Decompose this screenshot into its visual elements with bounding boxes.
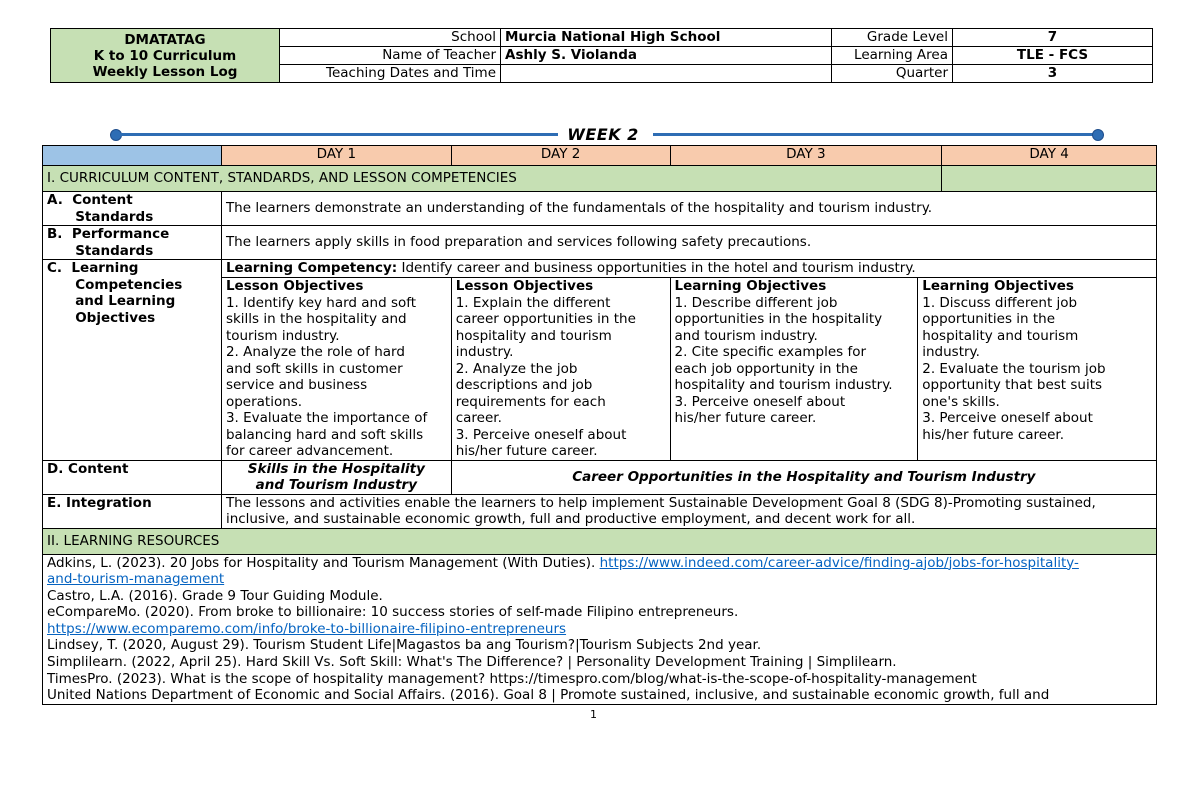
grade-value: 7 xyxy=(953,29,1153,47)
objectives-day-1-line: operations. xyxy=(225,393,303,410)
resource-line: eCompareMo. (2020). From broke to billionaire: 10 success stories of self-made Filipino entrepreneurs. xyxy=(47,604,739,621)
school-value: Murcia National High School xyxy=(501,29,832,47)
objectives-day-4-head: Learning Objectives xyxy=(922,278,1074,294)
learning-competency-text: Identify career and business opportunities in the hotel and tourism industry. xyxy=(397,260,916,276)
objectives-day-3-line: 3. Perceive oneself about xyxy=(674,393,846,410)
resource-line: TimesPro. (2023). What is the scope of hospitality management? https://timespro.com/blog/what-is-the-scope-of-hospitality-management xyxy=(47,670,977,687)
objectives-day-2-head: Lesson Objectives xyxy=(455,278,594,294)
content-standards-label: A. Content Standards xyxy=(43,192,222,226)
right-dot-icon xyxy=(1092,129,1104,141)
objectives-day-1-line: 2. Analyze the role of hard xyxy=(225,344,405,360)
objectives-day-1-line: for career advancement. xyxy=(225,443,394,459)
integration-label: E. Integration xyxy=(43,494,222,528)
objectives-day-2-line: career opportunities in the xyxy=(455,311,636,327)
performance-standards-label: B. Performance Standards xyxy=(43,226,222,260)
grade-label: Grade Level xyxy=(832,29,953,47)
objectives-day-4-line: his/her future career. xyxy=(922,426,1064,443)
teacher-label: Name of Teacher xyxy=(280,47,501,65)
performance-standards-text: The learners apply skills in food preparation and services following safety precautions. xyxy=(221,226,1156,260)
objectives-day-3-line: 1. Describe different job xyxy=(674,294,838,311)
lesson-log-table xyxy=(42,145,1157,705)
content-standards-text: The learners demonstrate an understanding of the fundamentals of the hospitality and tourism industry. xyxy=(221,192,1156,226)
quarter-label: Quarter xyxy=(832,65,953,83)
objectives-day-1-line: tourism industry. xyxy=(225,327,340,344)
objectives-day-4 xyxy=(918,278,1157,461)
resource-line: Lindsey, T. (2020, August 29). Tourism Student Life|Magastos ba ang Tourism?|Tourism Subjects 2nd year. xyxy=(47,637,762,654)
objectives-day-1-head: Lesson Objectives xyxy=(225,278,364,294)
objectives-day-2-line: his/her future career. xyxy=(455,443,598,459)
brand-line-1: DMATATAG xyxy=(124,31,206,48)
section-2-title: II. LEARNING RESOURCES xyxy=(43,528,1157,554)
objectives-day-1-line: and soft skills in customer xyxy=(225,360,403,377)
resource-line xyxy=(47,571,1152,588)
objectives-day-2-line: descriptions and job xyxy=(455,377,593,393)
resources-cell xyxy=(43,554,1157,704)
header-table xyxy=(50,28,1153,83)
resource-line: Simplilearn. (2022, April 25). Hard Skill Vs. Soft Skill: What's The Difference? | Personality Development Training | Simplilearn. xyxy=(47,654,897,671)
objectives-day-4-line: opportunity that best suits xyxy=(922,377,1103,393)
objectives-day-3-head: Learning Objectives xyxy=(674,278,827,294)
day-2-header: DAY 2 xyxy=(451,146,670,166)
resource-link[interactable]: https://www.ecomparemo.com/info/broke-to-billionaire-filipino-entrepreneurs xyxy=(47,620,567,637)
left-line xyxy=(118,133,558,136)
objectives-day-1-line: skills in the hospitality and xyxy=(225,311,407,327)
week-title: WEEK 2 xyxy=(567,125,639,144)
objectives-day-4-line: 1. Discuss different job xyxy=(922,294,1078,311)
dates-value xyxy=(501,65,832,83)
objectives-day-2-line: 2. Analyze the job xyxy=(455,360,578,377)
content-days-2-4: Career Opportunities in the Hospitality and Tourism Industry xyxy=(451,460,1156,494)
integration-text: The lessons and activities enable the learners to help implement Sustainable Development Goal 8 (SDG 8)-Promoting sustained, inclusive, and sustainable economic growth, full and productive employment, and decent work for all. xyxy=(221,494,1156,528)
objectives-day-1-line: 1. Identify key hard and soft xyxy=(225,294,417,311)
right-line xyxy=(653,133,1101,136)
objectives-day-2 xyxy=(451,278,670,461)
dates-label: Teaching Dates and Time xyxy=(280,65,501,83)
objectives-day-4-line: 2. Evaluate the tourism job xyxy=(922,360,1106,377)
objectives-day-3 xyxy=(670,278,918,461)
objectives-day-2-line: hospitality and tourism xyxy=(455,327,612,344)
objectives-day-2-line: requirements for each xyxy=(455,393,606,410)
section-1-title: I. CURRICULUM CONTENT, STANDARDS, AND LESSON COMPETENCIES xyxy=(43,166,942,192)
resource-line: Adkins, L. (2023). 20 Jobs for Hospitality and Tourism Management (With Duties). https://www.indeed.com/career-advice/finding-ajob/jobs-for-hospitality- xyxy=(47,554,1079,571)
learning-competency-cell xyxy=(221,260,1156,278)
corner-cell xyxy=(43,146,222,166)
day-1-header: DAY 1 xyxy=(221,146,451,166)
learning-competency-label: Learning Competency: xyxy=(225,260,398,276)
objectives-day-1-line: service and business xyxy=(225,377,368,393)
page-number: 1 xyxy=(590,708,597,721)
resource-line: United Nations Department of Economic and Social Affairs. (2016). Goal 8 | Promote sustained, inclusive, and sustainable economic growth, full and xyxy=(47,687,1050,704)
objectives-day-1-line: 3. Evaluate the importance of xyxy=(225,410,428,426)
objectives-day-4-line: one's skills. xyxy=(922,393,1000,410)
week-banner xyxy=(108,124,1108,146)
brand-line-3: Weekly Lesson Log xyxy=(92,63,238,80)
objectives-day-4-line: industry. xyxy=(922,344,980,360)
day-4-header: DAY 4 xyxy=(942,146,1157,166)
objectives-day-2-line: career. xyxy=(455,410,502,426)
objectives-day-3-line: hospitality and tourism industry. xyxy=(674,377,893,393)
objectives-day-2-line: industry. xyxy=(455,344,514,360)
area-value: TLE - FCS xyxy=(953,47,1153,65)
objectives-day-2-line: 1. Explain the different xyxy=(455,294,611,311)
resource-line: Castro, L.A. (2016). Grade 9 Tour Guiding Module. xyxy=(47,587,383,604)
objectives-day-3-line: his/her future career. xyxy=(674,410,817,426)
resource-link[interactable]: and-tourism-management xyxy=(47,571,225,588)
competencies-label: C. Learning Competencies and Learning Objectives xyxy=(43,260,222,461)
day-3-header: DAY 3 xyxy=(670,146,942,166)
area-label: Learning Area xyxy=(832,47,953,65)
resource-line xyxy=(47,621,1152,638)
objectives-day-1-line: balancing hard and soft skills xyxy=(225,426,424,443)
objectives-day-3-line: and tourism industry. xyxy=(674,327,818,344)
section-1-filler xyxy=(942,166,1157,192)
objectives-day-2-line: 3. Perceive oneself about xyxy=(455,426,627,443)
teacher-value: Ashly S. Violanda xyxy=(501,47,832,65)
content-day-1: Skills in the Hospitality and Tourism Industry xyxy=(221,460,451,494)
objectives-day-3-line: each job opportunity in the xyxy=(674,360,858,377)
school-label: School xyxy=(280,29,501,47)
resource-link[interactable]: https://www.indeed.com/career-advice/finding-ajob/jobs-for-hospitality- xyxy=(599,554,1079,571)
brand-line-2: K to 10 Curriculum xyxy=(93,47,237,64)
objectives-day-3-line: 2. Cite specific examples for xyxy=(674,344,867,360)
quarter-value: 3 xyxy=(953,65,1153,83)
objectives-day-4-line: hospitality and tourism xyxy=(922,327,1079,344)
content-label: D. Content xyxy=(43,460,222,494)
objectives-day-3-line: opportunities in the hospitality xyxy=(674,311,883,327)
objectives-day-1 xyxy=(221,278,451,461)
brand-cell xyxy=(51,29,280,83)
objectives-day-4-line: 3. Perceive oneself about xyxy=(922,410,1093,426)
objectives-day-4-line: opportunities in the xyxy=(922,311,1056,327)
